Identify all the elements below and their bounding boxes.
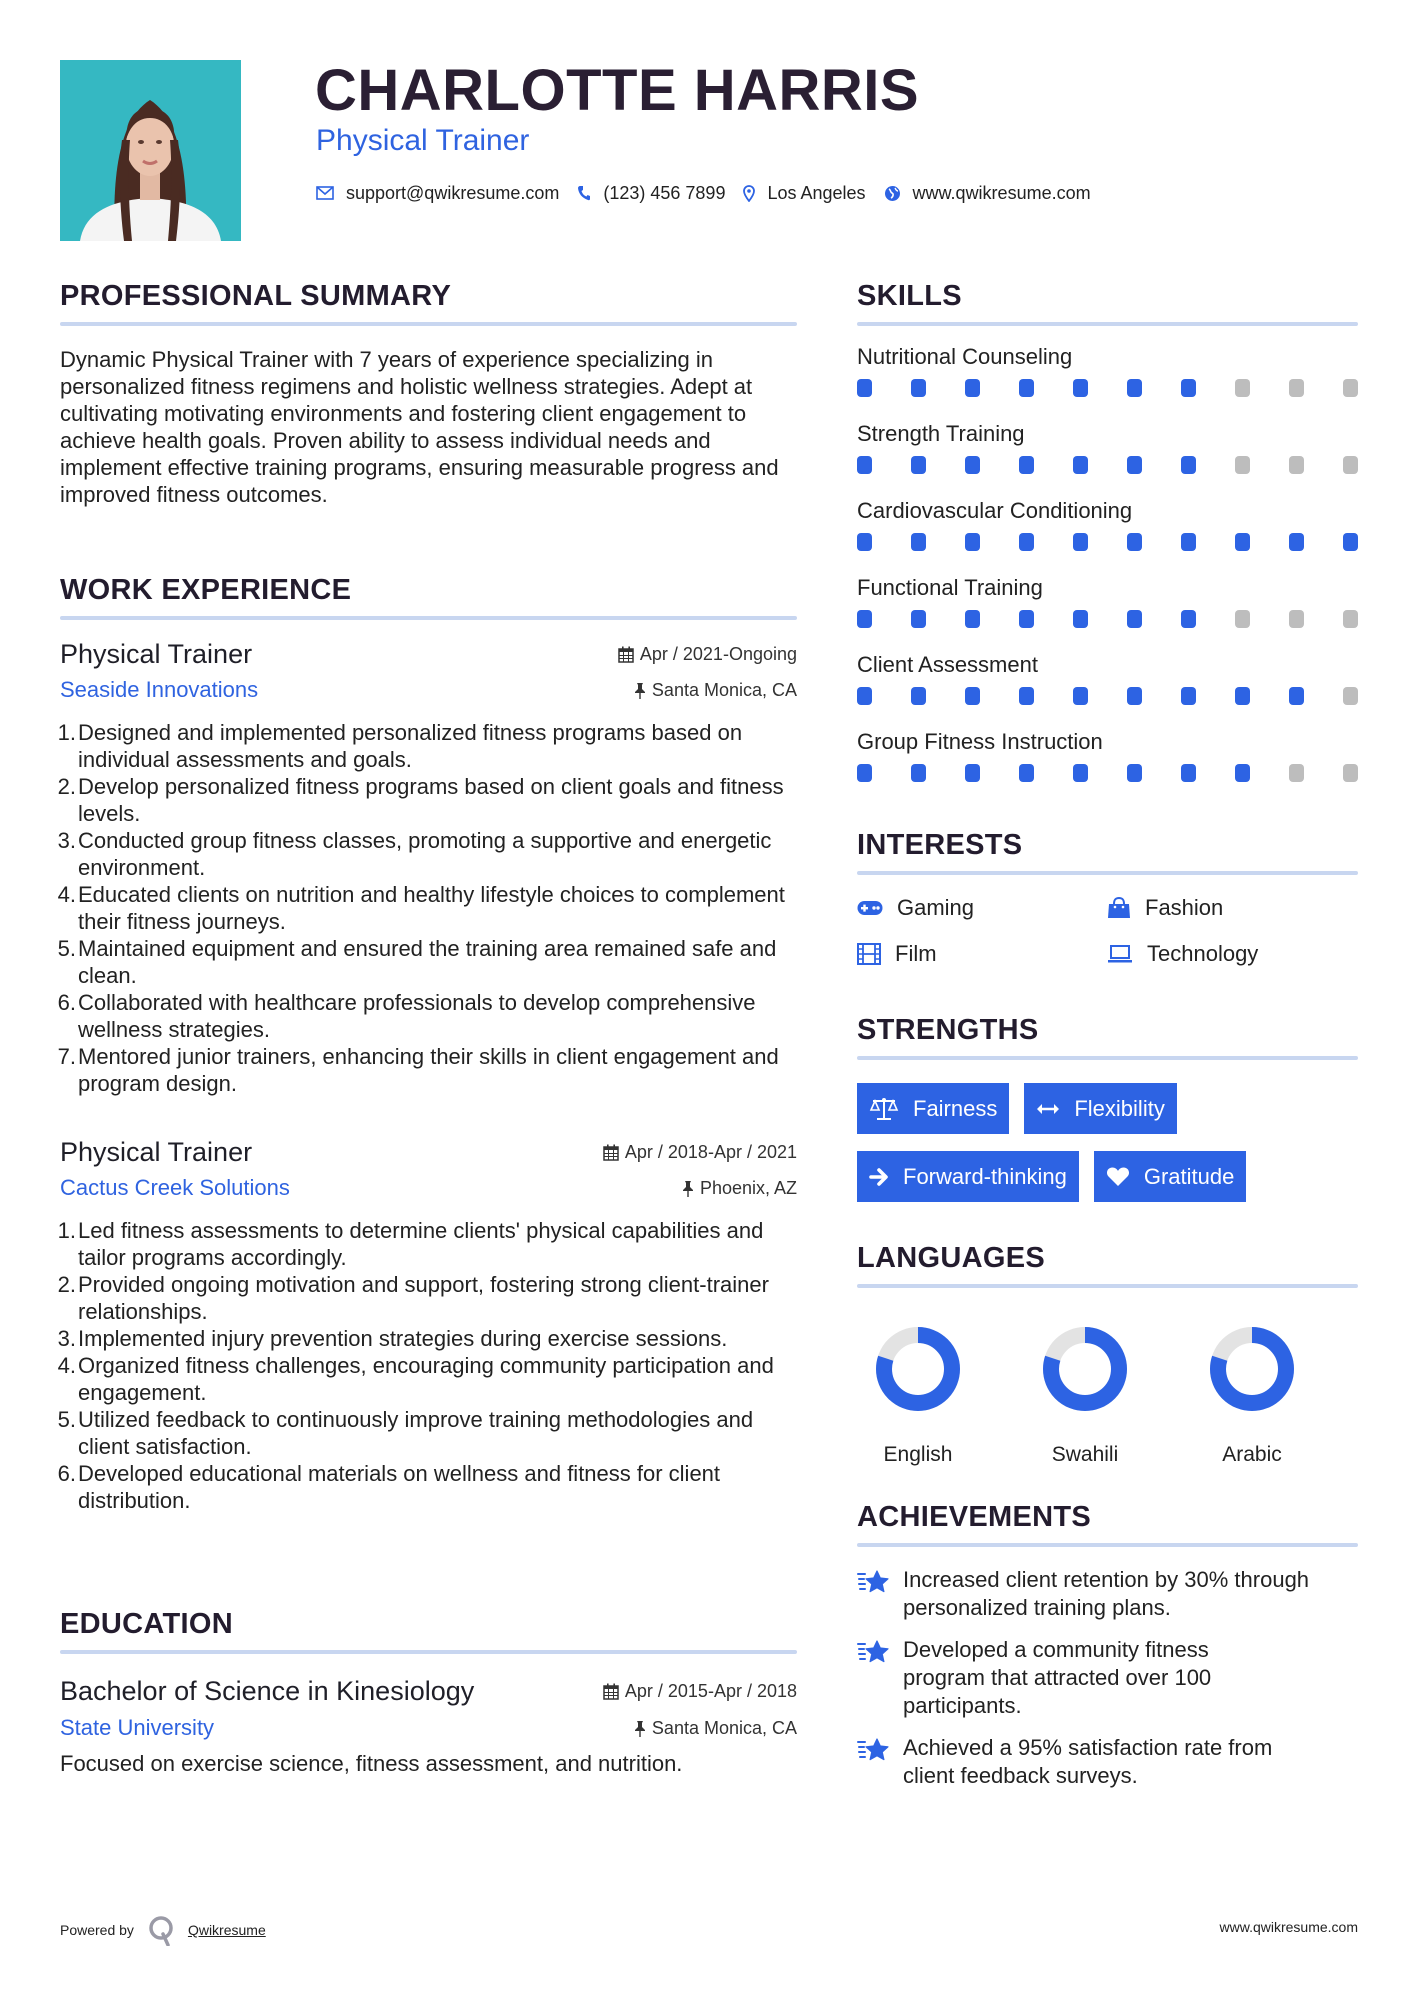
rating-dot-filled bbox=[1127, 456, 1142, 474]
gamepad-icon bbox=[857, 900, 883, 916]
summary-heading: PROFESSIONAL SUMMARY bbox=[60, 280, 452, 312]
languages-list bbox=[857, 1326, 1358, 1467]
job-responsibilities bbox=[57, 719, 797, 1097]
achievement-item: Achieved a 95% satisfaction rate from client feedback surveys. bbox=[857, 1734, 1358, 1790]
rating-dot-filled bbox=[1235, 687, 1250, 705]
job-entry bbox=[57, 638, 797, 1097]
rating-dot-filled bbox=[1073, 764, 1088, 782]
qwikresume-link[interactable]: Qwikresume bbox=[187, 1922, 266, 1938]
job-location: Phoenix, AZ bbox=[682, 1176, 797, 1200]
experience-heading: WORK EXPERIENCE bbox=[60, 574, 352, 606]
rating-dot-filled bbox=[1019, 610, 1034, 628]
rating-dot-empty bbox=[1343, 764, 1358, 782]
rating-dot-empty bbox=[1235, 379, 1250, 397]
pushpin-icon bbox=[634, 682, 646, 699]
rating-dot-filled bbox=[1343, 533, 1358, 551]
skill-item bbox=[857, 651, 1358, 705]
education-school: State University bbox=[60, 1715, 215, 1740]
interests-grid bbox=[857, 893, 1358, 969]
languages-section bbox=[857, 1241, 1358, 1467]
star-achievement-icon bbox=[857, 1737, 889, 1763]
language-donut-chart bbox=[863, 1326, 973, 1412]
education-heading: EDUCATION bbox=[60, 1608, 233, 1640]
achievements-heading: ACHIEVEMENTS bbox=[857, 1501, 1092, 1533]
footer-powered-by: Powered by Qwikresume bbox=[60, 1914, 266, 1946]
rating-dot-filled bbox=[1235, 764, 1250, 782]
calendar-icon bbox=[603, 1683, 619, 1700]
person-portrait-icon bbox=[60, 60, 241, 241]
arrow-right-icon bbox=[869, 1167, 889, 1187]
language-donut-chart bbox=[1030, 1326, 1140, 1412]
list-item: 2. Provided ongoing motivation and support, fostering strong client-trainer relationships. bbox=[57, 1272, 769, 1324]
section-divider bbox=[857, 871, 1358, 875]
job-company: Cactus Creek Solutions bbox=[60, 1175, 290, 1200]
rating-dot-filled bbox=[1127, 379, 1142, 397]
rating-dot-filled bbox=[1073, 379, 1088, 397]
profile-photo bbox=[60, 60, 241, 241]
balance-scale-icon bbox=[869, 1097, 899, 1121]
achievements-section bbox=[857, 1500, 1358, 1790]
rating-dot-filled bbox=[1127, 533, 1142, 551]
rating-dot-filled bbox=[1019, 687, 1034, 705]
job-responsibilities bbox=[57, 1217, 797, 1514]
rating-dot-empty bbox=[1289, 379, 1304, 397]
skill-label: Cardiovascular Conditioning bbox=[857, 498, 1133, 523]
skills-heading: SKILLS bbox=[857, 280, 962, 312]
education-degree: Bachelor of Science in Kinesiology bbox=[60, 1676, 475, 1706]
rating-dot-filled bbox=[1073, 687, 1088, 705]
language-label: Arabic bbox=[1222, 1443, 1282, 1466]
phone-icon bbox=[577, 185, 591, 201]
job-role: Physical Trainer bbox=[60, 639, 253, 669]
rating-dot-empty bbox=[1235, 610, 1250, 628]
rating-dot-filled bbox=[1181, 610, 1196, 628]
rating-dot-filled bbox=[911, 456, 926, 474]
job-entry bbox=[57, 1136, 797, 1514]
strength-badge: Flexibility bbox=[1024, 1083, 1176, 1134]
rating-dot-filled bbox=[1181, 456, 1196, 474]
rating-dot-filled bbox=[965, 764, 980, 782]
list-item: 6. Developed educational materials on wellness and fitness for client distribution. bbox=[57, 1461, 721, 1513]
skills-section bbox=[857, 279, 1358, 782]
list-item: 7. Mentored junior trainers, enhancing their skills in client engagement and program design. bbox=[57, 1044, 779, 1096]
language-donut-chart bbox=[1197, 1326, 1307, 1412]
laptop-icon bbox=[1107, 944, 1133, 964]
list-item: 4. Educated clients on nutrition and healthy lifestyle choices to complement their fitness journeys. bbox=[57, 882, 785, 934]
calendar-icon bbox=[603, 1144, 619, 1161]
education-description: Focused on exercise science, fitness assessment, and nutrition. bbox=[60, 1751, 683, 1776]
skill-rating bbox=[857, 610, 1358, 628]
strength-badge: Forward-thinking bbox=[857, 1151, 1079, 1202]
skill-label: Functional Training bbox=[857, 575, 1043, 600]
rating-dot-filled bbox=[965, 533, 980, 551]
rating-dot-filled bbox=[911, 379, 926, 397]
section-divider bbox=[60, 1650, 797, 1654]
list-item: 1. Led fitness assessments to determine clients' physical capabilities and tailor programs accordingly. bbox=[57, 1218, 764, 1270]
rating-dot-filled bbox=[1019, 379, 1034, 397]
strengths-section bbox=[857, 1013, 1358, 1202]
job-company: Seaside Innovations bbox=[60, 677, 259, 702]
list-item: 4. Organized fitness challenges, encouraging community participation and engagement. bbox=[57, 1353, 774, 1405]
skill-item bbox=[857, 574, 1358, 628]
summary-section bbox=[60, 279, 797, 508]
contact-email[interactable]: support@qwikresume.com bbox=[346, 182, 560, 203]
job-dates: Apr / 2021-Ongoing bbox=[618, 642, 797, 666]
skill-label: Strength Training bbox=[857, 421, 1025, 446]
section-divider bbox=[60, 616, 797, 620]
interest-film: Film bbox=[857, 939, 1107, 969]
skill-item bbox=[857, 420, 1358, 474]
skill-label: Client Assessment bbox=[857, 652, 1038, 677]
rating-dot-filled bbox=[965, 610, 980, 628]
heart-icon bbox=[1106, 1166, 1130, 1187]
globe-icon bbox=[884, 185, 901, 202]
rating-dot-filled bbox=[1289, 533, 1304, 551]
envelope-icon bbox=[316, 186, 334, 200]
rating-dot-filled bbox=[857, 379, 872, 397]
rating-dot-filled bbox=[1181, 533, 1196, 551]
interest-gaming: Gaming bbox=[857, 893, 1107, 923]
rating-dot-filled bbox=[911, 764, 926, 782]
skill-rating bbox=[857, 379, 1358, 397]
skill-rating bbox=[857, 687, 1358, 705]
rating-dot-filled bbox=[1289, 687, 1304, 705]
language-label: Swahili bbox=[1051, 1443, 1119, 1466]
list-item: 3. Implemented injury prevention strategies during exercise sessions. bbox=[57, 1326, 728, 1351]
star-achievement-icon bbox=[857, 1639, 889, 1665]
contact-phone[interactable]: (123) 456 7899 bbox=[603, 182, 726, 203]
rating-dot-empty bbox=[1289, 456, 1304, 474]
list-item: 6. Collaborated with healthcare professionals to develop comprehensive wellness strategies. bbox=[57, 990, 756, 1042]
rating-dot-filled bbox=[1019, 764, 1034, 782]
list-item: 1. Designed and implemented personalized fitness programs based on individual assessments and goals. bbox=[57, 720, 743, 772]
skill-item bbox=[857, 497, 1358, 551]
section-divider bbox=[857, 1543, 1358, 1547]
arrows-horizontal-icon bbox=[1036, 1102, 1060, 1116]
qwikresume-logo-icon bbox=[148, 1914, 176, 1946]
achievements-list bbox=[857, 1566, 1358, 1790]
contact-bar bbox=[316, 180, 1109, 206]
contact-website[interactable]: www.qwikresume.com bbox=[912, 182, 1091, 203]
rating-dot-empty bbox=[1289, 610, 1304, 628]
rating-dot-filled bbox=[911, 687, 926, 705]
rating-dot-filled bbox=[911, 533, 926, 551]
achievement-item: Increased client retention by 30% through personalized training plans. bbox=[857, 1566, 1358, 1622]
section-divider bbox=[857, 1056, 1358, 1060]
contact-location: Los Angeles bbox=[767, 182, 866, 203]
education-location: Santa Monica, CA bbox=[634, 1716, 797, 1740]
experience-section bbox=[60, 573, 797, 620]
skill-label: Nutritional Counseling bbox=[857, 344, 1073, 369]
rating-dot-filled bbox=[911, 610, 926, 628]
strength-badge: Gratitude bbox=[1094, 1151, 1247, 1202]
list-item: 5. Utilized feedback to continuously improve training methodologies and client satisfaction. bbox=[57, 1407, 754, 1459]
rating-dot-filled bbox=[1073, 456, 1088, 474]
rating-dot-filled bbox=[1019, 456, 1034, 474]
interests-heading: INTERESTS bbox=[857, 829, 1023, 861]
rating-dot-empty bbox=[1343, 687, 1358, 705]
skill-rating bbox=[857, 533, 1358, 551]
rating-dot-filled bbox=[857, 687, 872, 705]
list-item: 5. Maintained equipment and ensured the training area remained safe and clean. bbox=[57, 936, 777, 988]
calendar-icon bbox=[618, 646, 634, 663]
rating-dot-filled bbox=[965, 456, 980, 474]
rating-dot-filled bbox=[1073, 533, 1088, 551]
rating-dot-filled bbox=[1127, 764, 1142, 782]
job-dates: Apr / 2018-Apr / 2021 bbox=[603, 1140, 797, 1164]
language-item bbox=[1197, 1326, 1307, 1467]
rating-dot-filled bbox=[1181, 379, 1196, 397]
interest-fashion: Fashion bbox=[1107, 893, 1357, 923]
map-marker-icon bbox=[743, 185, 755, 202]
skills-list bbox=[857, 343, 1358, 782]
rating-dot-filled bbox=[1181, 687, 1196, 705]
language-label: English bbox=[883, 1443, 953, 1466]
skill-item bbox=[857, 728, 1358, 782]
strengths-row bbox=[857, 1083, 1358, 1134]
skill-label: Group Fitness Instruction bbox=[857, 729, 1103, 754]
strength-badge: Fairness bbox=[857, 1083, 1009, 1134]
pushpin-icon bbox=[634, 1720, 646, 1737]
language-item bbox=[863, 1326, 973, 1467]
job-role: Physical Trainer bbox=[60, 1137, 253, 1167]
footer-website[interactable]: www.qwikresume.com bbox=[1219, 1919, 1358, 1935]
rating-dot-empty bbox=[1343, 610, 1358, 628]
section-divider bbox=[60, 322, 797, 326]
rating-dot-empty bbox=[1343, 456, 1358, 474]
rating-dot-empty bbox=[1289, 764, 1304, 782]
star-achievement-icon bbox=[857, 1569, 889, 1595]
rating-dot-empty bbox=[1235, 456, 1250, 474]
language-item bbox=[1030, 1326, 1140, 1467]
shopping-bag-icon bbox=[1107, 897, 1131, 919]
rating-dot-filled bbox=[965, 379, 980, 397]
education-dates: Apr / 2015-Apr / 2018 bbox=[603, 1679, 797, 1703]
achievement-item: Developed a community fitness program that attracted over 100 participants. bbox=[857, 1636, 1358, 1720]
list-item: 2. Develop personalized fitness programs based on client goals and fitness levels. bbox=[57, 774, 784, 826]
skill-rating bbox=[857, 764, 1358, 782]
rating-dot-filled bbox=[965, 687, 980, 705]
rating-dot-filled bbox=[1073, 610, 1088, 628]
rating-dot-filled bbox=[1127, 610, 1142, 628]
rating-dot-filled bbox=[1235, 533, 1250, 551]
strengths-row bbox=[857, 1151, 1358, 1202]
candidate-title: Physical Trainer bbox=[316, 124, 530, 157]
rating-dot-filled bbox=[1019, 533, 1034, 551]
summary-text: Dynamic Physical Trainer with 7 years of experience specializing in personalized fitness regimens and holistic wellness strategies. Adept at cultivating motivating environments and fostering client engagement to achieve health goals. Proven ability to assess individual needs and implement effective training programs, ensuring measurable progress and improved fitness outcomes. bbox=[60, 347, 779, 507]
rating-dot-empty bbox=[1343, 379, 1358, 397]
skill-rating bbox=[857, 456, 1358, 474]
rating-dot-filled bbox=[857, 610, 872, 628]
rating-dot-filled bbox=[857, 764, 872, 782]
education-section bbox=[60, 1607, 797, 1777]
rating-dot-filled bbox=[857, 533, 872, 551]
skill-item bbox=[857, 343, 1358, 397]
rating-dot-filled bbox=[1127, 687, 1142, 705]
pushpin-icon bbox=[682, 1180, 694, 1197]
interests-section bbox=[857, 828, 1358, 969]
languages-heading: LANGUAGES bbox=[857, 1242, 1045, 1274]
film-icon bbox=[857, 943, 881, 965]
section-divider bbox=[857, 322, 1358, 326]
list-item: 3. Conducted group fitness classes, promoting a supportive and energetic environment. bbox=[57, 828, 772, 880]
candidate-name: CHARLOTTE HARRIS bbox=[315, 58, 920, 123]
section-divider bbox=[857, 1284, 1358, 1288]
rating-dot-filled bbox=[1181, 764, 1196, 782]
job-location: Santa Monica, CA bbox=[634, 678, 797, 702]
interest-technology: Technology bbox=[1107, 939, 1357, 969]
rating-dot-filled bbox=[857, 456, 872, 474]
strengths-heading: STRENGTHS bbox=[857, 1014, 1039, 1046]
